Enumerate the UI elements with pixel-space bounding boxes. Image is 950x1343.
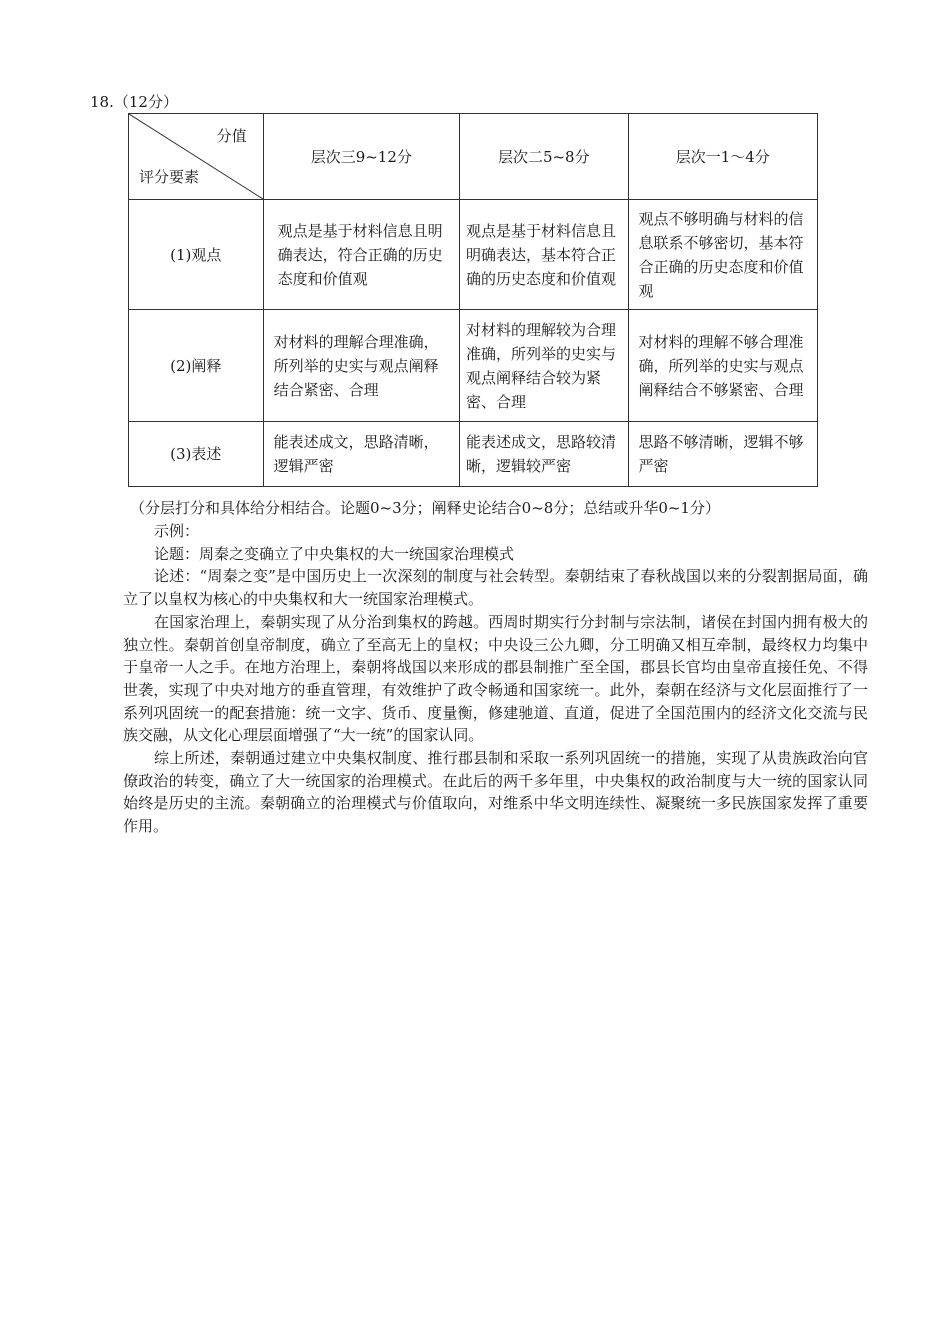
table-cell: 思路不够清晰，逻辑不够严密 [628,422,817,487]
corner-score-label: 分值 [216,127,247,145]
scoring-rubric-table [128,113,818,487]
row-label-expression: (3)表述 [129,422,264,487]
table-cell: 观点是基于材料信息且明确表达，基本符合正确的历史态度和价值观 [460,200,629,310]
level-1-header: 层次一1～4分 [628,114,817,200]
corner-criteria-label: 评分要素 [139,168,200,186]
row-label-explanation: (2)阐释 [129,310,264,422]
example-thesis: 论题：周秦之变确立了中央集权的大一统国家治理模式 [154,544,515,563]
table-cell: 对材料的理解较为合理准确，所列举的史实与观点阐释结合较为紧密、合理 [460,310,629,422]
table-cell: 能表述成文，思路较清晰，逻辑较严密 [460,422,629,487]
table-cell: 能表述成文，思路清晰，逻辑严密 [263,422,459,487]
level-3-header: 层次三9~12分 [263,114,459,200]
table-row [129,422,818,487]
table-header-row [129,114,818,200]
table-cell: 观点是基于材料信息且明确表达，符合正确的历史态度和价值观 [263,200,459,310]
table-cell: 对材料的理解不够合理准确，所列举的史实与观点阐释结合不够紧密、合理 [628,310,817,422]
scoring-note: （分层打分和具体给分相结合。论题0~3分；阐释史论结合0~8分；总结或升华0~1分） [130,499,720,517]
diagonal-header-cell [129,114,264,200]
example-label: 示例： [154,522,200,540]
question-number: 18.（12分） [90,93,178,111]
level-2-header: 层次二5~8分 [460,114,629,200]
example-paragraph: 综上所述，秦朝通过建立中央集权制度、推行郡县制和采取一系列巩固统一的措施，实现了从贵族政治向官僚政治的转变，确立了大一统国家的治理模式。在此后的两千多年里，中央集权的政治制度与大一统的国家认同始终是历史的主流。秦朝确立的治理模式与价值取向，对维系中华文明连续性、凝聚统一多民族国家发挥了重要作用。 [123,749,868,836]
table-cell: 观点不够明确与材料的信息联系不够密切，基本符合正确的历史态度和价值观 [628,200,817,310]
row-label-viewpoint: (1)观点 [129,200,264,310]
table-row [129,200,818,310]
example-answer [123,520,868,838]
example-paragraph: 论述：“周秦之变”是中国历史上一次深刻的制度与社会转型。秦朝结束了春秋战国以来的分裂割据局面，确立了以皇权为核心的中央集权和大一统国家治理模式。 [123,567,868,609]
table-cell: 对材料的理解合理准确，所列举的史实与观点阐释结合紧密、合理 [263,310,459,422]
example-paragraph: 在国家治理上，秦朝实现了从分治到集权的跨越。西周时期实行分封制与宗法制，诸侯在封国内拥有极大的独立性。秦朝首创皇帝制度，确立了至高无上的皇权；中央设三公九卿，分工明确又相互牵制，最终权力均集中于皇帝一人之手。在地方治理上，秦朝将战国以来形成的郡县制推广至全国，郡县长官均由皇帝直接任免、不得世袭，实现了中央对地方的垂直管理，有效维护了政令畅通和国家统一。此外，秦朝在经济与文化层面推行了一系列巩固统一的配套措施：统一文字、货币、度量衡，修建驰道、直道，促进了全国范围内的经济文化交流与民族交融，从文化心理层面增强了“大一统”的国家认同。 [123,612,868,745]
table-row [129,310,818,422]
